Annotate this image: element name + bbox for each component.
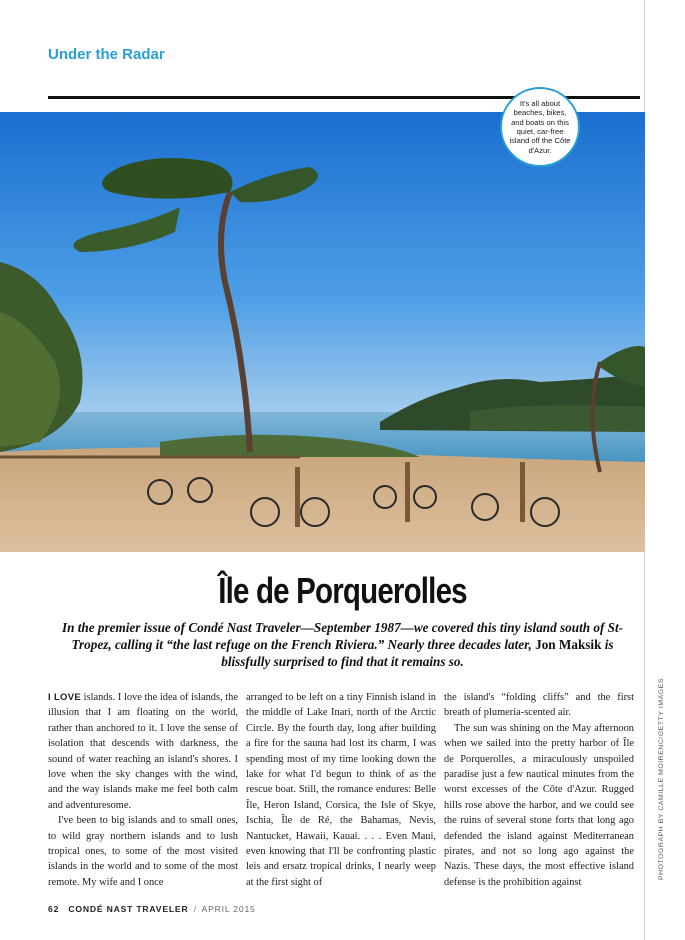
hero-photo [0,112,645,552]
article-headline: Île de Porquerolles [218,570,467,611]
photo-credit: PHOTOGRAPH BY CAMILLE MOIRENC/GETTY IMAGES [658,678,665,880]
article-dek [60,619,625,670]
callout-bubble: It's all about beaches, bikes, and boats on this quiet, car-free island off the Côte d'Azur. [500,87,580,167]
page-footer [48,904,256,914]
body-column-1 [48,690,238,890]
page-number: 62 [48,904,60,914]
magazine-name: CONDÉ NAST TRAVELER [68,904,189,914]
dek-text-1: In the premier issue of Condé Nast Traveler—September 1987—we covered this tiny island south of St-Tropez, calling it “the last refuge on the French Riviera.” Nearly three decades later, [61,620,624,652]
dek-author: Jon Maksik [535,637,602,652]
island-landscape-image [0,112,645,552]
body-paragraph: The sun was shining on the May afternoon when we sailed into the pretty harbor of Île de Porquerolles, a miraculously unspoiled paradise just a few nautical minutes from the worst excesses of the Côte d'Azur. Rugged hills rose above the harbor, and we could see the ruins of several stone forts that long ago defended the island against Mediterranean pirates, and not so long ago against the Nazis. These days, the most effective island defense is the prohibition against [444,722,634,888]
body-column-3 [444,690,634,890]
dek-text-2: is blissfully surprised to find that it remains so. [221,637,614,669]
body-text: islands. I love the idea of islands, the illusion that I am floating on the world, rather than anchored to it. I love the sense of isolation that descends with darkness, the sound of water reaching an island's shores. I love when the sky changes with the wind, and the way islands make me feel both calm and adventuresome. [48,692,238,811]
body-paragraph: the island's “folding cliffs” and the first breath of plumeria-scented air. [444,692,634,719]
body-paragraph: I've been to big islands and to small ones, to wild gray northern islands and to lush tropical ones, to some of the most visited islands in the world and to some of the most remote. My wife and I once [48,815,238,888]
body-paragraph: arranged to be left on a tiny Finnish island in the middle of Lake Inari, north of the Arctic Circle. By the fourth day, long after building a fire for the sauna had lost its charm, I was spending most of my time looking down the lake for what I'd begun to think of as the rescue boat. Still, the romance endures: Belle Île, Heron Island, Corsica, the Isle of Skye, Ischia, Île de Ré, the Bahamas, Nevis, Nantucket, Hawaii, Kauai. . . . Even Maui, even knowing that I'll be confronting plastic leis and ersatz tropical drinks, I nearly weep at the first sight of [246,692,436,888]
footer-separator: / [193,904,197,914]
lead-in: I LOVE [48,692,82,703]
body-column-2 [246,690,436,890]
section-label: Under the Radar [48,46,165,63]
issue-date: APRIL 2015 [201,904,256,914]
body-paragraph [48,690,238,813]
